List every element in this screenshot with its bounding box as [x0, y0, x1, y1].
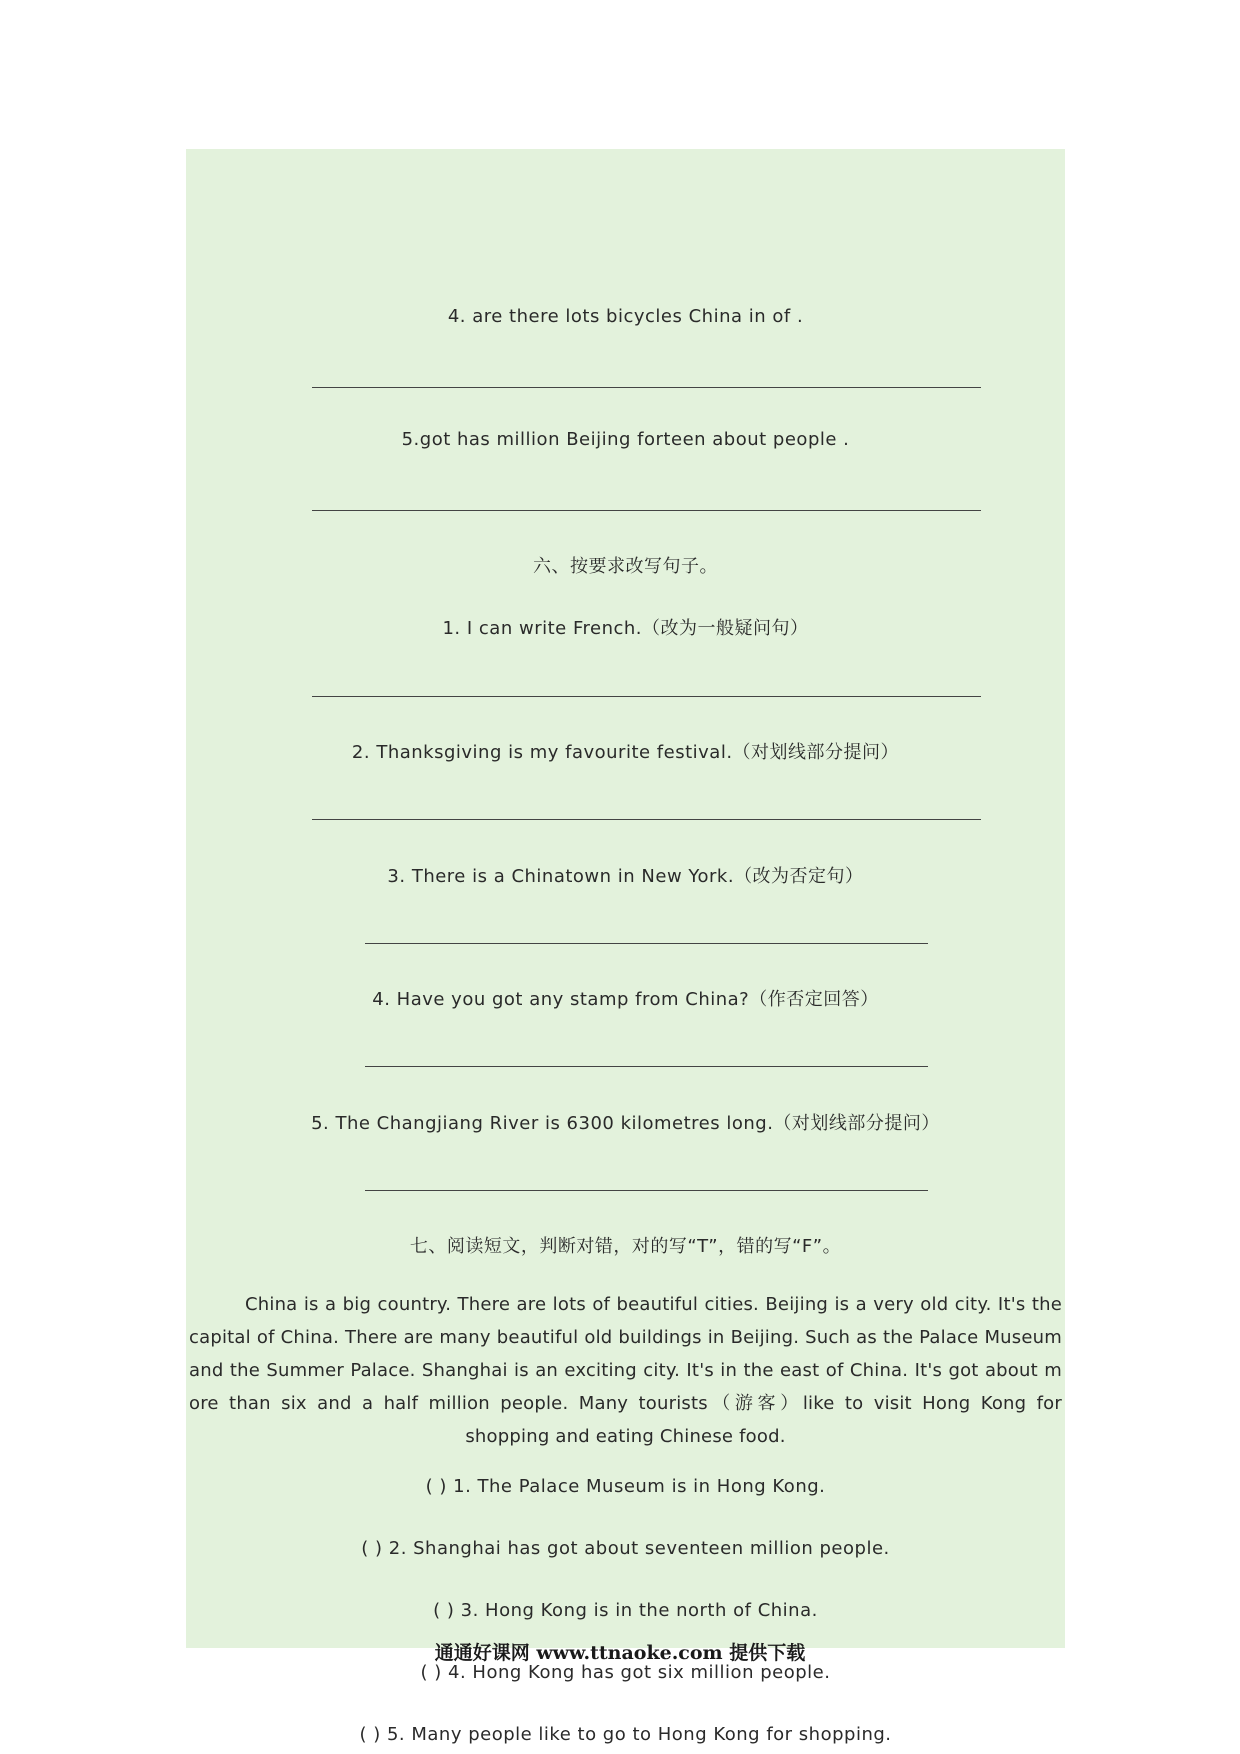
section-7-title: 七、阅读短文，判断对错，对的写“T”，错的写“F”。	[409, 1236, 842, 1257]
true-false-item-1: ( ) 1. The Palace Museum is in Hong Kong.	[425, 1476, 826, 1497]
reorder-question-4: 4. are there lots bicycles China in of .	[447, 306, 804, 327]
answer-line	[365, 1066, 928, 1067]
answer-line	[312, 819, 981, 820]
answer-line	[365, 943, 928, 944]
rewrite-question-1: 1. I can write French.（改为一般疑问句）	[442, 618, 809, 639]
true-false-item-5: ( ) 5. Many people like to go to Hong Kong for shopping.	[359, 1724, 892, 1745]
rewrite-question-2: 2. Thanksgiving is my favourite festival.（对划线部分提问）	[351, 742, 900, 763]
rewrite-question-5: 5. The Changjiang River is 6300 kilometres long.（对划线部分提问）	[311, 1113, 940, 1134]
answer-line	[312, 696, 981, 697]
rewrite-question-3: 3. There is a Chinatown in New York.（改为否定句）	[387, 866, 864, 887]
true-false-item-3: ( ) 3. Hong Kong is in the north of China.	[433, 1600, 818, 1621]
answer-line	[312, 510, 981, 511]
reading-passage	[189, 1288, 1062, 1453]
true-false-item-2: ( ) 2. Shanghai has got about seventeen million people.	[361, 1538, 890, 1559]
true-false-item-4: ( ) 4. Hong Kong has got six million people.	[420, 1662, 831, 1683]
reading-passage-text: China is a big country. There are lots of beautiful cities. Beijing is a very old city. It's the capital of China. There are many beautiful old buildings in Beijing. Such as the Palace Museum and the Summer Palace. Shanghai is an exciting city. It's in the east of China. It's got about m ore than six and a half million people. Many tourists（游客）like to visit Hong Kong for shopping and eating Chinese food.	[189, 1294, 1062, 1447]
section-6-title: 六、按要求改写句子。	[533, 556, 718, 577]
answer-line	[365, 1190, 928, 1191]
reorder-question-5: 5.got has million Beijing forteen about people .	[401, 429, 850, 450]
answer-line	[312, 387, 981, 388]
download-source-footer: 通通好课网 www.ttnaoke.com 提供下载	[434, 1642, 806, 1664]
rewrite-question-4: 4. Have you got any stamp from China?（作否定回答）	[372, 989, 879, 1010]
